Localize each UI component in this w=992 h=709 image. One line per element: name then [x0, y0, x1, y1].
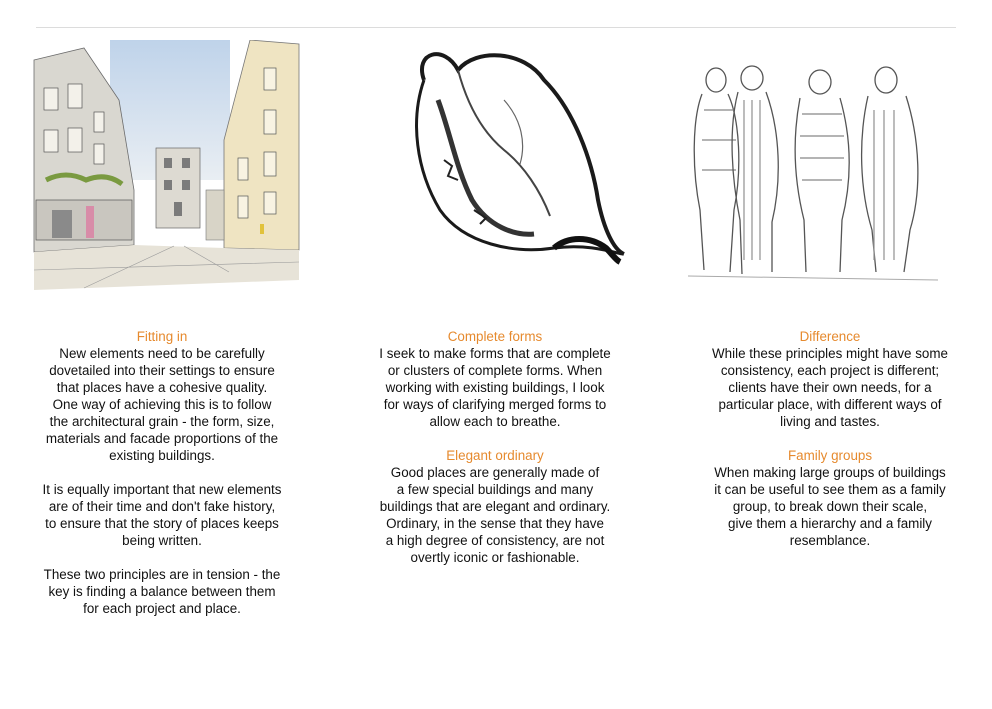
difference-paragraph: While these principles might have some consistency, each project is different; clients have their own needs, for a particular place, with different ways of living and tastes. [712, 346, 948, 429]
difference-heading: Difference [799, 329, 861, 344]
fitting-in-paragraph-3: These two principles are in tension - the key is finding a balance between them for each project and place. [43, 567, 281, 616]
column-2-text [355, 328, 635, 566]
fitting-in-heading: Fitting in [136, 329, 188, 344]
elegant-ordinary-paragraph: Good places are generally made of a few special buildings and many buildings that are elegant and ordinary. Ordinary, in the sense that they have a high degree of consistency, are not overtly iconic or fashionable. [379, 465, 611, 565]
column-1-text [22, 328, 302, 617]
people-sketch-image [688, 40, 968, 302]
street-sketch-panel [24, 40, 304, 302]
family-groups-paragraph: When making large groups of buildings it can be useful to see them as a family group, to break down their scale, give them a hierarchy and a family resemblance. [714, 465, 946, 548]
fitting-in-paragraph-2: It is equally important that new elements are of their time and don't fake history, to ensure that the story of places keeps being written. [42, 482, 282, 548]
figure-sketch-panel [354, 40, 634, 302]
family-groups-heading: Family groups [787, 448, 873, 463]
elegant-ordinary-heading: Elegant ordinary [446, 448, 544, 463]
top-divider [36, 27, 956, 28]
complete-forms-heading: Complete forms [447, 329, 543, 344]
street-sketch-image [24, 40, 304, 302]
complete-forms-paragraph: I seek to make forms that are complete or clusters of complete forms. When working with existing buildings, I look for ways of clarifying merged forms to allow each to breathe. [379, 346, 611, 429]
column-3-text [690, 328, 970, 549]
figure-sketch-image [354, 40, 634, 302]
fitting-in-paragraph-1: New elements need to be carefully dovetailed into their settings to ensure that places have a cohesive quality. One way of achieving this is to follow the architectural grain - the form, size, materials and facade proportions of the existing buildings. [45, 346, 279, 463]
people-sketch-panel [688, 40, 968, 302]
